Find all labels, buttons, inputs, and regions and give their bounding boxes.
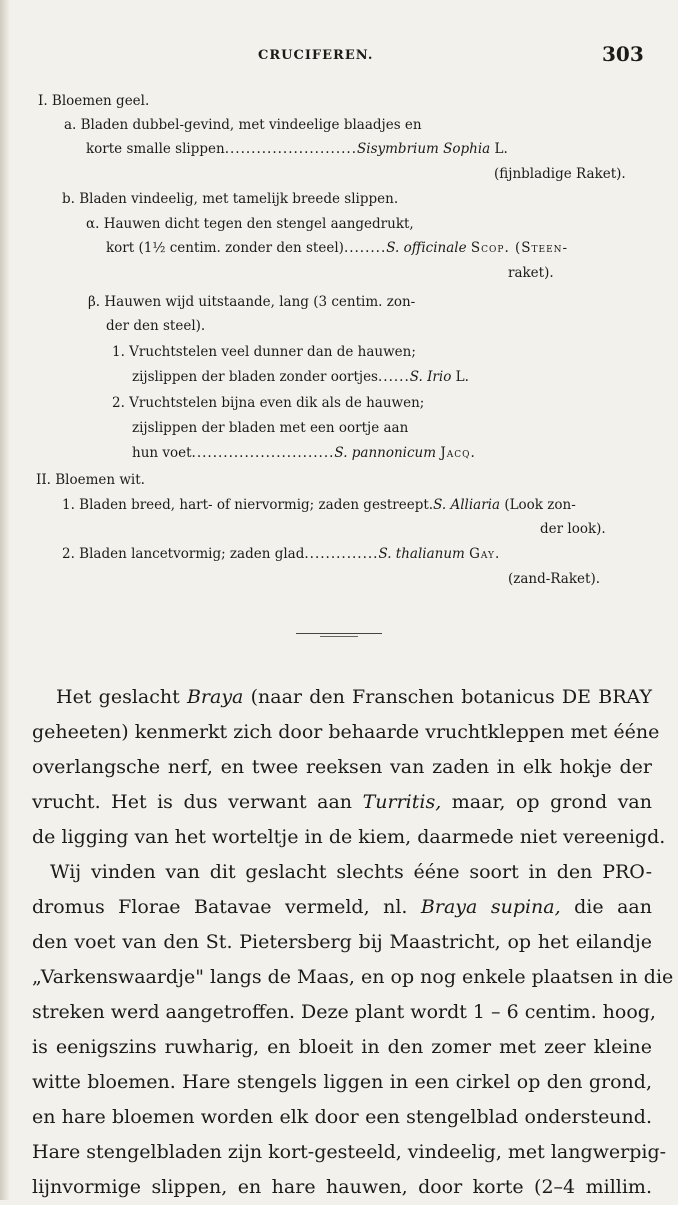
key-line: kort (1½ centim. zonder den steel)........S. officinale Scop. (Steen-: [106, 240, 569, 256]
key-line: der look).: [540, 521, 606, 537]
key-line: (fijnbladige Raket).: [494, 166, 626, 182]
key-line: der den steel).: [106, 318, 206, 334]
key-line: hun voet...........................S. pannonicum Jacq.: [132, 445, 476, 461]
text-line: streken werd aangetroffen. Deze plant wordt 1 – 6 centim. hoog,: [32, 1001, 656, 1023]
text-line: den voet van den St. Pietersberg bij Maastricht, op het eilandje: [32, 931, 652, 953]
text-line: Wij vinden van dit geslacht slechts ééne soort in den PRO-: [50, 861, 652, 883]
key-line: b. Bladen vindeelig, met tamelijk breede slippen.: [62, 191, 399, 207]
text-line: en hare bloemen worden elk door een stengelblad ondersteund.: [32, 1106, 652, 1128]
section-divider: [320, 636, 358, 637]
key-line: zijslippen der bladen zonder oortjes......S. Irio L.: [132, 369, 469, 385]
running-title: CRUCIFEREN.: [258, 48, 374, 63]
text-line: is eenigszins ruwharig, en bloeit in den zomer met zeer kleine: [32, 1036, 652, 1058]
page-number: 303: [602, 42, 644, 66]
key-line: korte smalle slippen.........................Sisymbrium Sophia L.: [86, 141, 508, 157]
key-line: α. Hauwen dicht tegen den stengel aangedrukt,: [86, 216, 414, 232]
key-line: β. Hauwen wijd uitstaande, lang (3 centim. zon-: [88, 294, 416, 310]
key-line: (zand-Raket).: [508, 571, 601, 587]
text-line: geheeten) kenmerkt zich door behaarde vruchtkleppen met ééne: [32, 721, 660, 743]
page-header: [0, 40, 678, 70]
text-line: vrucht. Het is dus verwant aan Turritis, maar, op grond van: [32, 791, 653, 813]
key-line: 1. Bladen breed, hart- of niervormig; zaden gestreept.S. Alliaria (Look zon-: [62, 497, 576, 513]
section-divider: [296, 633, 382, 634]
key-line: 2. Vruchtstelen bijna even dik als de hauwen;: [112, 395, 425, 411]
text-line: Hare stengelbladen zijn kort-gesteeld, vindeelig, met langwerpig-: [32, 1141, 667, 1163]
text-line: lijnvormige slippen, en hare hauwen, door korte (2–4 millim.: [32, 1176, 652, 1198]
text-line: Het geslacht Braya (naar den Franschen botanicus DE BRAY: [56, 686, 652, 708]
text-line: overlangsche nerf, en twee reeksen van zaden in elk hokje der: [32, 756, 652, 778]
page-gutter-shadow: [0, 0, 10, 1200]
text-line: de ligging van het worteltje in de kiem, daarmede niet vereenigd.: [32, 826, 666, 848]
key-line: 1. Vruchtstelen veel dunner dan de hauwen;: [112, 344, 416, 360]
text-line: „Varkenswaardje" langs de Maas, en op nog enkele plaatsen in die: [32, 966, 674, 988]
key-line: a. Bladen dubbel-gevind, met vindeelige blaadjes en: [64, 117, 422, 133]
text-line: dromus Florae Batavae vermeld, nl. Braya supina, die aan: [32, 896, 652, 918]
key-line: zijslippen der bladen met een oortje aan: [132, 420, 409, 436]
key-line: 2. Bladen lancetvormig; zaden glad..............S. thalianum Gay.: [62, 546, 501, 562]
key-line: I. Bloemen geel.: [38, 93, 150, 109]
key-line: II. Bloemen wit.: [36, 472, 145, 488]
body-text: [32, 680, 674, 1205]
key-line: raket).: [508, 265, 554, 281]
text-line: witte bloemen. Hare stengels liggen in een cirkel op den grond,: [32, 1071, 652, 1093]
